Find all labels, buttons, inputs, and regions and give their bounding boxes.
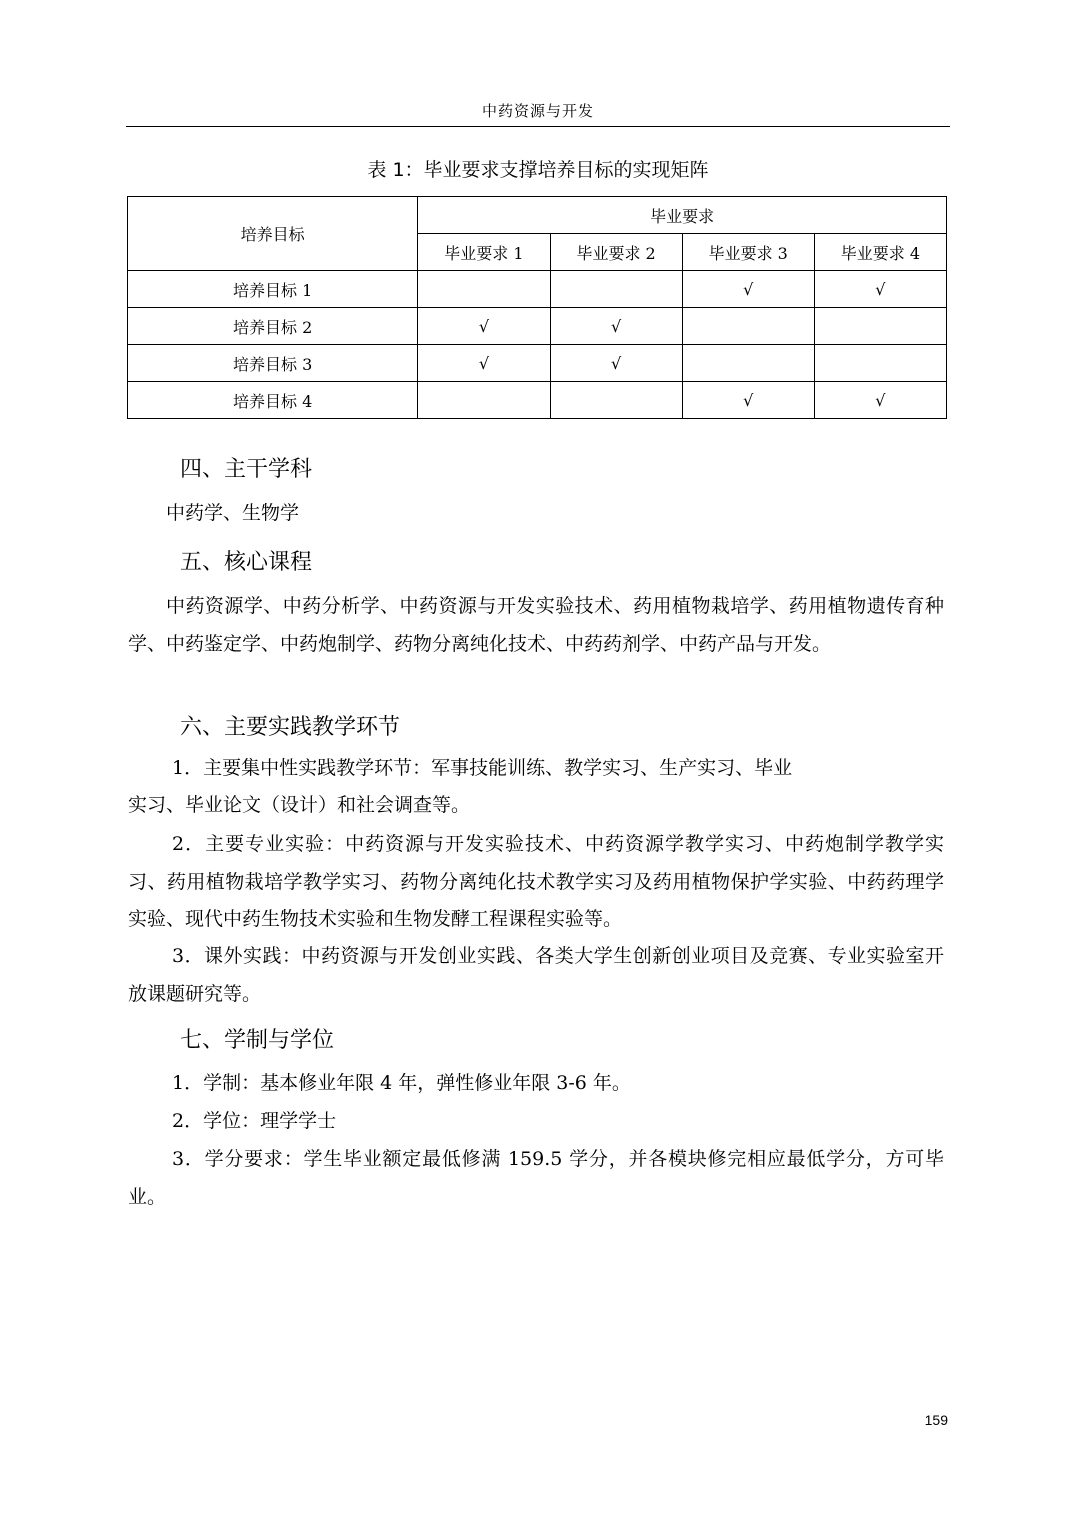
running-header: 中药资源与开发 bbox=[481, 102, 594, 120]
column-header-cell: 毕业要求 3 bbox=[682, 234, 814, 271]
group-header-cell: 毕业要求 bbox=[418, 197, 947, 234]
table-header-row bbox=[128, 197, 947, 234]
check-cell: √ bbox=[814, 382, 946, 419]
check-cell: √ bbox=[682, 271, 814, 308]
page-number: 159 bbox=[924, 1412, 948, 1428]
check-cell: √ bbox=[550, 308, 682, 345]
column-header-cell: 毕业要求 2 bbox=[550, 234, 682, 271]
corner-header-cell: 培养目标 bbox=[128, 197, 418, 271]
header-rule bbox=[126, 126, 950, 127]
row-label-cell: 培养目标 1 bbox=[128, 271, 418, 308]
row-label-cell: 培养目标 3 bbox=[128, 345, 418, 382]
check-cell bbox=[682, 345, 814, 382]
main-disciplines-text: 中药学、生物学 bbox=[166, 502, 300, 524]
check-cell bbox=[814, 345, 946, 382]
practice-item-1-line2: 实习、毕业论文（设计）和社会调查等。 bbox=[128, 794, 471, 816]
check-cell bbox=[550, 382, 682, 419]
check-cell: √ bbox=[550, 345, 682, 382]
table-row bbox=[128, 308, 947, 345]
column-header-cell: 毕业要求 1 bbox=[418, 234, 550, 271]
degree-item-1: 1．学制：基本修业年限 4 年，弹性修业年限 3-6 年。 bbox=[172, 1072, 631, 1094]
check-cell bbox=[682, 308, 814, 345]
table-row bbox=[128, 271, 947, 308]
check-cell: √ bbox=[418, 345, 550, 382]
row-label-cell: 培养目标 4 bbox=[128, 382, 418, 419]
row-label-cell: 培养目标 2 bbox=[128, 308, 418, 345]
section-heading-main-disciplines: 四、主干学科 bbox=[180, 457, 313, 482]
table-row bbox=[128, 345, 947, 382]
check-cell: √ bbox=[814, 271, 946, 308]
practice-item-1-line1: 1．主要集中性实践教学环节：军事技能训练、教学实习、生产实习、毕业 bbox=[172, 757, 793, 779]
check-cell bbox=[418, 271, 550, 308]
support-matrix-table bbox=[127, 196, 947, 419]
table-caption: 表 1：毕业要求支撑培养目标的实现矩阵 bbox=[367, 159, 709, 181]
section-heading-core-courses: 五、核心课程 bbox=[180, 550, 313, 575]
practice-item-2: 2．主要专业实验：中药资源与开发实验技术、中药资源学教学实习、中药炮制学教学实习、药用植物栽培学教学实习、药物分离纯化技术教学实习及药用植物保护学实验、中药药理学实验、现代中药生物技术实验和生物发酵工程课程实验等。 bbox=[128, 833, 944, 930]
check-cell bbox=[814, 308, 946, 345]
section-heading-practice: 六、主要实践教学环节 bbox=[180, 715, 401, 740]
table-row bbox=[128, 382, 947, 419]
check-cell: √ bbox=[418, 308, 550, 345]
degree-item-2: 2．学位：理学学士 bbox=[172, 1110, 337, 1132]
check-cell bbox=[418, 382, 550, 419]
section-heading-degree: 七、学制与学位 bbox=[180, 1028, 335, 1053]
core-courses-text: 中药资源学、中药分析学、中药资源与开发实验技术、药用植物栽培学、药用植物遗传育种学、中药鉴定学、中药炮制学、药物分离纯化技术、中药药剂学、中药产品与开发。 bbox=[128, 595, 944, 655]
check-cell: √ bbox=[682, 382, 814, 419]
check-cell bbox=[550, 271, 682, 308]
column-header-cell: 毕业要求 4 bbox=[814, 234, 946, 271]
degree-item-3: 3．学分要求：学生毕业额定最低修满 159.5 学分，并各模块修完相应最低学分，方可毕业。 bbox=[128, 1148, 944, 1208]
practice-item-3: 3．课外实践：中药资源与开发创业实践、各类大学生创新创业项目及竞赛、专业实验室开放课题研究等。 bbox=[128, 945, 944, 1005]
